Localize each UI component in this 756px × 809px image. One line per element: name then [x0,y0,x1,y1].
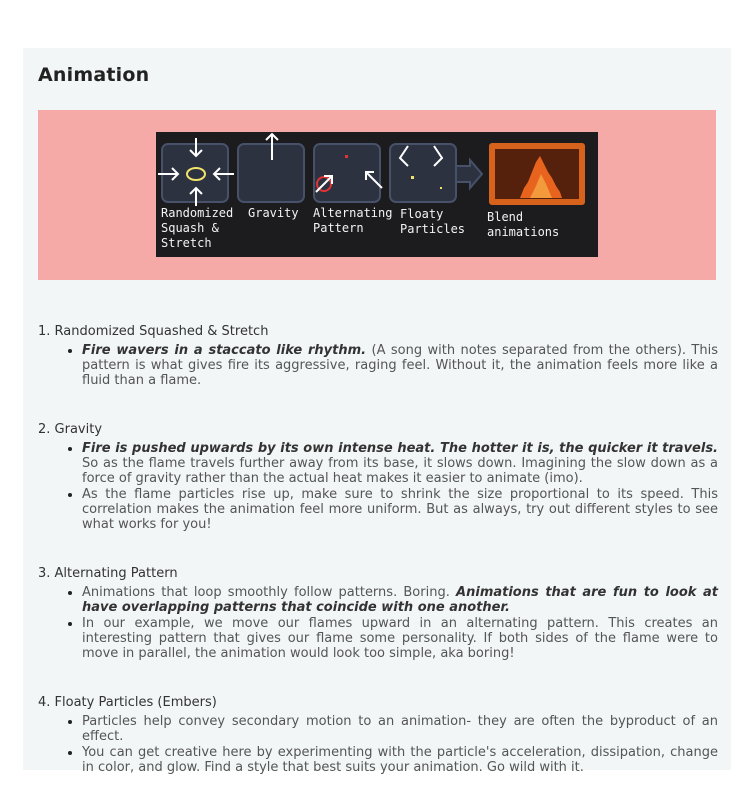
section-heading: 4. Floaty Particles (Embers) [38,695,217,710]
bullet-list [38,441,718,532]
blend-arrow-icon [456,160,482,188]
label-blend: Blend animations [487,210,560,239]
animation-banner [38,110,716,280]
floaty-tile [390,144,456,202]
section-heading: 3. Alternating Pattern [38,566,178,581]
section-floaty-particles [38,695,718,775]
content [38,324,718,809]
list-item: • Fire is pushed upwards by its own intense heat. The hotter it is, the quicker it travels. So as the flame travels further away from its base, it slows down. Imagining the slow down as a force of gravity rather than the actual heat makes it easier to animate (imo). [82,441,718,486]
section-heading: 1. Randomized Squashed & Stretch [38,324,269,339]
section-gravity [38,422,718,532]
list-item: • Animations that loop smoothly follow patterns. Boring. Animations that are fun to look at have overlapping patterns that coincide with one another. [82,585,718,615]
label-squash: Randomized Squash & Stretch [161,206,234,250]
pixel-art-graphic [156,132,598,257]
section-squash-stretch [38,324,718,388]
label-alternating: Alternating Pattern [313,206,393,235]
bullet-list [38,343,718,388]
list-item: • Fire wavers in a staccato like rhythm. (A song with notes separated from the others). This pattern is what gives fire its aggressive, raging feel. Without it, the animation feels more like a fluid than a flame. [82,343,718,388]
bullet-list [38,585,718,661]
list-item: • You can get creative here by experimenting with the particle's acceleration, dissipation, change in color, and glow. Find a style that best suits your animation. Go wild with it. [82,745,718,775]
bullet-list [38,714,718,775]
list-item: • As the flame particles rise up, make sure to shrink the size proportional to its speed. This correlation makes the animation feel more uniform. But as always, try out different styles to see what works for you! [82,487,718,532]
section-heading: 2. Gravity [38,422,103,437]
list-item: • Particles help convey secondary motion to an animation- they are often the byproduct of an effect. [82,714,718,744]
label-floaty: Floaty Particles [400,207,466,236]
section-title: Animation [38,64,150,86]
label-gravity: Gravity [248,206,299,220]
animation-card [23,48,731,775]
list-item: • In our example, we move our flames upward in an alternating pattern. This creates an interesting pattern that gives our flame some personality. If both sides of the flame were to move in parallel, the animation would look too simple, aka boring! [82,616,718,661]
section-alternating-pattern [38,566,718,661]
